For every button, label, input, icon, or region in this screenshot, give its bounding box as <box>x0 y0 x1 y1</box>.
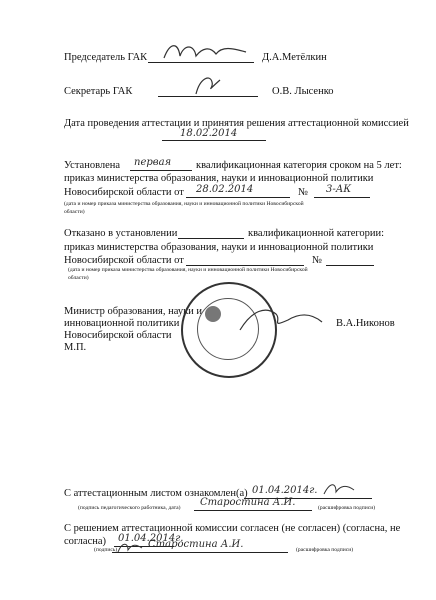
acquaintance-caption-right: (расшифровка подписи) <box>318 505 376 511</box>
established-caption-1: (дата и номер приказа министерства образования, науки и инновационной политики Новосибирской <box>64 201 304 207</box>
order-number-value: 3-АК <box>326 184 352 195</box>
minister-name: В.А.Никонов <box>336 318 395 329</box>
agreement-line-1: С решением аттестационной комиссии согласен (не согласен) (согласна, не <box>64 523 401 534</box>
established-order-text: приказ министерства образования, науки и инновационной политики <box>64 173 374 184</box>
agreement-caption-left: (подпись) <box>94 547 118 553</box>
refused-suffix: квалификационной категории: <box>248 228 385 239</box>
stamp-place-label: М.П. <box>64 342 87 353</box>
order-number-line <box>314 197 370 198</box>
refused-order-text: приказ министерства образования, науки и инновационной политики <box>64 242 374 253</box>
attestation-date-value: 18.02.2014 <box>180 128 238 139</box>
agreement-name-handwritten: Старостина А.И. <box>148 539 244 550</box>
acquaintance-date-handwritten: 01.04.2014г. <box>252 485 318 496</box>
attestation-date-line <box>162 140 266 141</box>
order-date-value: 28.02.2014 <box>196 184 254 195</box>
refused-category-line <box>178 238 244 239</box>
agreement-line-2: согласна) <box>64 536 107 547</box>
category-line <box>130 170 192 171</box>
attestation-date-label: Дата проведения аттестации и принятия решения аттестационной комиссией <box>64 118 409 129</box>
secretary-signature <box>190 72 230 98</box>
refused-caption-2: области) <box>68 275 89 281</box>
established-region-prefix: Новосибирской области от <box>64 187 184 198</box>
refused-region-prefix: Новосибирской области от <box>64 255 184 266</box>
order-number-sign: № <box>298 187 309 198</box>
category-value: первая <box>134 157 172 168</box>
agreement-caption-right: (расшифровка подписи) <box>296 547 354 553</box>
established-caption-2: области) <box>64 209 85 215</box>
refused-caption-1: (дата и номер приказа министерства образования, науки и инновационной политики Новосибирской <box>68 267 308 273</box>
acquaintance-name-line <box>194 510 312 511</box>
acquaintance-label: С аттестационным листом ознакомлен(а) <box>64 488 248 499</box>
established-suffix: квалификационная категория сроком на 5 лет: <box>196 160 402 171</box>
acquaintance-signature <box>322 480 356 498</box>
refused-number-line <box>326 265 374 266</box>
minister-title-2: инновационной политики <box>64 318 180 329</box>
chairman-signature <box>160 38 250 64</box>
minister-title-1: Министр образования, науки и <box>64 306 203 317</box>
minister-title-3: Новосибирской области <box>64 330 172 341</box>
secretary-label: Секретарь ГАК <box>64 86 133 97</box>
chairman-label: Председатель ГАК <box>64 52 148 63</box>
acquaintance-caption-left: (подпись педагогического работника, дата) <box>78 505 181 511</box>
refused-order-date-line <box>186 265 304 266</box>
agreement-date-handwritten: 01.04.2014г. <box>118 533 184 544</box>
secretary-name: О.В. Лысенко <box>272 86 334 97</box>
order-date-line <box>186 197 290 198</box>
minister-signature <box>236 300 326 340</box>
seal-emblem-icon <box>205 306 221 322</box>
acquaintance-name-handwritten: Старостина А.И. <box>200 497 296 508</box>
established-prefix: Установлена <box>64 160 121 171</box>
refused-prefix: Отказано в установлении <box>64 228 178 239</box>
agreement-signature <box>116 540 144 554</box>
chairman-name: Д.А.Метёлкин <box>262 52 327 63</box>
refused-number-sign: № <box>312 255 323 266</box>
